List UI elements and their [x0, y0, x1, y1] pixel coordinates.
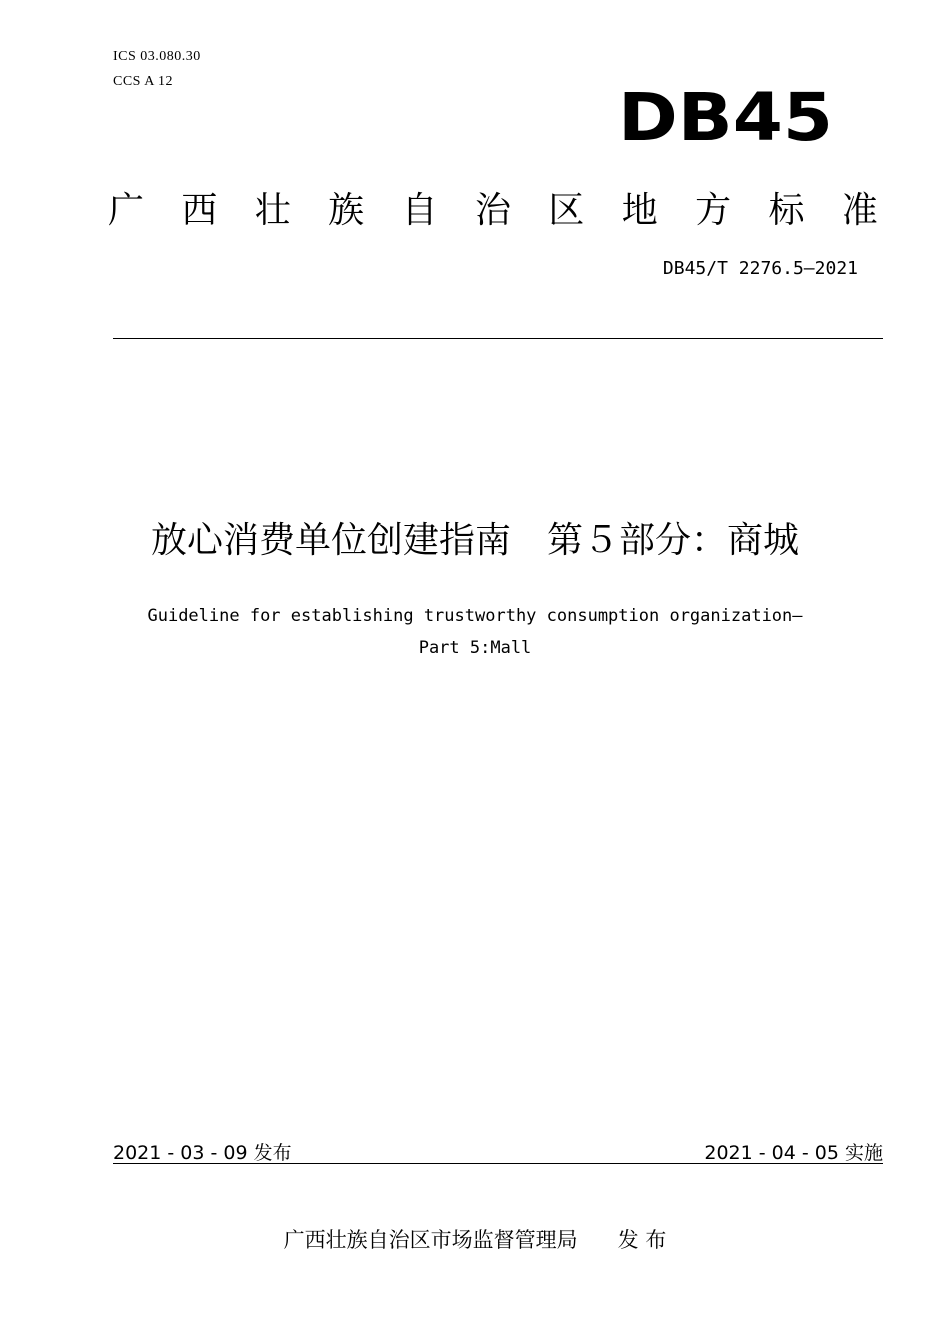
standard-title-char: 方	[695, 190, 732, 231]
standard-title-char: 标	[768, 190, 805, 231]
standard-title-char: 自	[401, 190, 438, 231]
standard-title-char: 西	[181, 190, 218, 231]
ics-code: ICS 03.080.30	[113, 49, 201, 64]
standard-title-char: 广	[108, 190, 145, 231]
issuer-action: 发 布	[617, 1228, 667, 1252]
standard-title-char: 准	[841, 190, 878, 231]
divider-bottom	[113, 1163, 883, 1164]
standard-title-char: 治	[474, 190, 511, 231]
issuer-name: 广西壮族自治区市场监督管理局	[283, 1228, 578, 1252]
implement-date: 2021 - 04 - 05 实施	[704, 1142, 883, 1164]
standard-title-char: 族	[328, 190, 365, 231]
publish-date: 2021 - 03 - 09 发布	[113, 1142, 292, 1164]
divider-top	[113, 338, 883, 339]
issuer-line	[0, 1224, 950, 1254]
standard-category-title	[108, 182, 878, 233]
standard-number: DB45/T 2276.5—2021	[662, 258, 858, 279]
logo-text: DB45	[618, 82, 833, 148]
document-title-cn: 放心消费单位创建指南 第５部分：商城	[150, 520, 799, 561]
ccs-code: CCS A 12	[113, 74, 174, 89]
standard-title-char: 壮	[254, 190, 291, 231]
db45-logo	[618, 82, 833, 148]
title-en-line2: Part 5:Mall	[418, 638, 532, 658]
title-en-line1: Guideline for establishing trustworthy consumption organization—	[147, 606, 803, 626]
standard-title-char: 地	[621, 190, 658, 231]
document-title-en	[0, 600, 950, 664]
standard-title-char: 区	[548, 190, 585, 231]
